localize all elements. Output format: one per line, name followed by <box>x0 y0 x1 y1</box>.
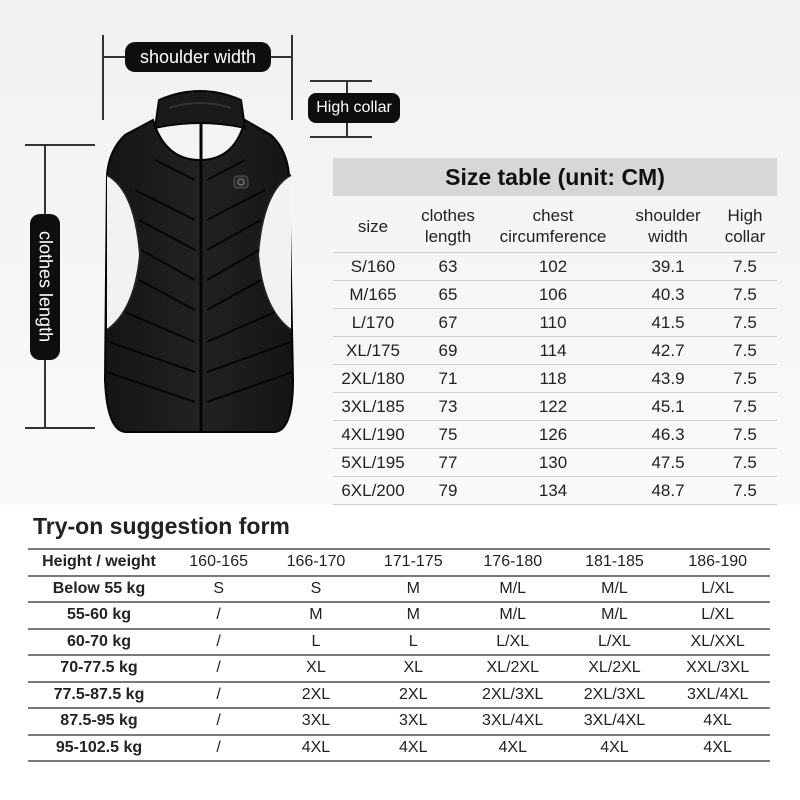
tryon-cell: 2XL <box>267 682 364 709</box>
tryon-title: Try-on suggestion form <box>33 513 290 539</box>
tryon-cell: 3XL <box>267 708 364 735</box>
size-table-header-row <box>333 200 777 253</box>
tryon-row <box>28 602 770 629</box>
shoulder-width-label: shoulder width <box>125 42 271 72</box>
size-table-cell: 118 <box>483 365 623 393</box>
size-table-cell: 130 <box>483 449 623 477</box>
length-bottom-tick <box>25 427 95 429</box>
size-table-cell: 42.7 <box>623 337 713 365</box>
tryon-cell: / <box>170 655 267 682</box>
height-header: 160-165 <box>170 549 267 576</box>
tryon-cell: 3XL/4XL <box>564 708 666 735</box>
size-table-cell: L/170 <box>333 309 413 337</box>
tryon-cell: XL/XXL <box>665 629 770 656</box>
size-table-cell: 7.5 <box>713 365 777 393</box>
high-collar-header: High collar <box>724 206 766 246</box>
size-table-cell: 43.9 <box>623 365 713 393</box>
collar-top-tick <box>310 80 372 82</box>
tryon-cell: 4XL <box>462 735 564 762</box>
tryon-row <box>28 735 770 762</box>
tryon-cell: 3XL/4XL <box>665 682 770 709</box>
size-table-cell: 47.5 <box>623 449 713 477</box>
tryon-cell: / <box>170 629 267 656</box>
height-header: 166-170 <box>267 549 364 576</box>
tryon-cell: 4XL <box>665 735 770 762</box>
tryon-cell: XL/2XL <box>564 655 666 682</box>
size-table-cell: 40.3 <box>623 281 713 309</box>
weight-label: Below 55 kg <box>28 576 170 603</box>
size-table-cell: 6XL/200 <box>333 477 413 505</box>
weight-label: 70-77.5 kg <box>28 655 170 682</box>
tryon-cell: L/XL <box>665 602 770 629</box>
weight-label: 77.5-87.5 kg <box>28 682 170 709</box>
size-table-cell: 122 <box>483 393 623 421</box>
tryon-cell: XL <box>365 655 462 682</box>
tryon-cell: / <box>170 708 267 735</box>
size-table-cell: 7.5 <box>713 393 777 421</box>
size-table-cell: 7.5 <box>713 281 777 309</box>
size-table-row <box>333 393 777 421</box>
size-table-cell: 77 <box>413 449 483 477</box>
tryon-cell: 4XL <box>365 735 462 762</box>
tryon-cell: S <box>267 576 364 603</box>
tryon-cell: L/XL <box>665 576 770 603</box>
length-top-tick <box>25 144 95 146</box>
size-table-row <box>333 281 777 309</box>
tryon-cell: L <box>365 629 462 656</box>
weight-label: 87.5-95 kg <box>28 708 170 735</box>
size-table-cell: 73 <box>413 393 483 421</box>
size-header: size <box>357 216 389 236</box>
collar-bottom-tick <box>310 136 372 138</box>
tryon-cell: M <box>365 576 462 603</box>
tryon-cell: 3XL/4XL <box>462 708 564 735</box>
size-table-cell: 41.5 <box>623 309 713 337</box>
size-table-cell: 65 <box>413 281 483 309</box>
tryon-row <box>28 682 770 709</box>
size-table-cell: 48.7 <box>623 477 713 505</box>
weight-label: 55-60 kg <box>28 602 170 629</box>
size-table-cell: 7.5 <box>713 337 777 365</box>
size-table-cell: 75 <box>413 421 483 449</box>
size-table-cell: 106 <box>483 281 623 309</box>
clothes-length-label: clothes length <box>30 214 60 360</box>
size-table-cell: 71 <box>413 365 483 393</box>
tryon-cell: XL <box>267 655 364 682</box>
tryon-cell: L/XL <box>462 629 564 656</box>
tryon-cell: M <box>365 602 462 629</box>
high-collar-label: High collar <box>308 93 400 123</box>
tryon-cell: 3XL <box>365 708 462 735</box>
size-table-cell: 102 <box>483 253 623 281</box>
tryon-cell: S <box>170 576 267 603</box>
height-header: 186-190 <box>665 549 770 576</box>
size-table-row <box>333 309 777 337</box>
size-table-row <box>333 365 777 393</box>
size-table-cell: 110 <box>483 309 623 337</box>
size-table-cell: 114 <box>483 337 623 365</box>
tryon-cell: 4XL <box>267 735 364 762</box>
size-table-cell: 3XL/185 <box>333 393 413 421</box>
size-table-cell: 7.5 <box>713 477 777 505</box>
size-table-cell: 7.5 <box>713 253 777 281</box>
size-table-cell: 134 <box>483 477 623 505</box>
size-table-cell: 79 <box>413 477 483 505</box>
size-table-row <box>333 337 777 365</box>
tryon-cell: / <box>170 735 267 762</box>
size-table-cell: 5XL/195 <box>333 449 413 477</box>
tryon-row <box>28 576 770 603</box>
tryon-cell: 2XL/3XL <box>564 682 666 709</box>
tryon-cell: L <box>267 629 364 656</box>
size-table-cell: 45.1 <box>623 393 713 421</box>
tryon-cell: / <box>170 602 267 629</box>
tryon-cell: 4XL <box>564 735 666 762</box>
chest-header: chest circumference <box>499 206 607 246</box>
tryon-cell: 2XL <box>365 682 462 709</box>
size-table-cell: XL/175 <box>333 337 413 365</box>
size-table-cell: 67 <box>413 309 483 337</box>
tryon-cell: M/L <box>564 576 666 603</box>
height-header: 176-180 <box>462 549 564 576</box>
tryon-cell: / <box>170 682 267 709</box>
tryon-table <box>28 548 770 762</box>
size-table-cell: 7.5 <box>713 449 777 477</box>
tryon-cell: M/L <box>462 602 564 629</box>
tryon-cell: M <box>267 602 364 629</box>
weight-label: 95-102.5 kg <box>28 735 170 762</box>
size-table-row <box>333 477 777 505</box>
vest-image <box>95 80 305 440</box>
weight-label: 60-70 kg <box>28 629 170 656</box>
size-table-row <box>333 421 777 449</box>
size-table-row <box>333 253 777 281</box>
size-table-cell: 63 <box>413 253 483 281</box>
size-table-row <box>333 449 777 477</box>
size-table <box>333 200 777 505</box>
tryon-row <box>28 655 770 682</box>
tryon-row <box>28 708 770 735</box>
size-table-cell: S/160 <box>333 253 413 281</box>
clothes-length-header: clothes length <box>421 206 475 246</box>
height-header: 171-175 <box>365 549 462 576</box>
size-table-cell: 126 <box>483 421 623 449</box>
tryon-header-row <box>28 549 770 576</box>
tryon-cell: L/XL <box>564 629 666 656</box>
size-table-cell: 7.5 <box>713 309 777 337</box>
size-table-cell: M/165 <box>333 281 413 309</box>
size-table-cell: 2XL/180 <box>333 365 413 393</box>
size-table-cell: 46.3 <box>623 421 713 449</box>
tryon-row <box>28 629 770 656</box>
size-table-cell: 7.5 <box>713 421 777 449</box>
height-header: 181-185 <box>564 549 666 576</box>
tryon-cell: 2XL/3XL <box>462 682 564 709</box>
tryon-cell: M/L <box>564 602 666 629</box>
shoulder-width-header: shoulder width <box>635 206 701 246</box>
size-table-cell: 39.1 <box>623 253 713 281</box>
tryon-cell: XL/2XL <box>462 655 564 682</box>
tryon-cell: 4XL <box>665 708 770 735</box>
tryon-corner-header: Height / weight <box>28 549 170 576</box>
size-table-cell: 69 <box>413 337 483 365</box>
size-table-cell: 4XL/190 <box>333 421 413 449</box>
tryon-cell: XXL/3XL <box>665 655 770 682</box>
tryon-cell: M/L <box>462 576 564 603</box>
size-table-title: Size table (unit: CM) <box>333 158 777 196</box>
